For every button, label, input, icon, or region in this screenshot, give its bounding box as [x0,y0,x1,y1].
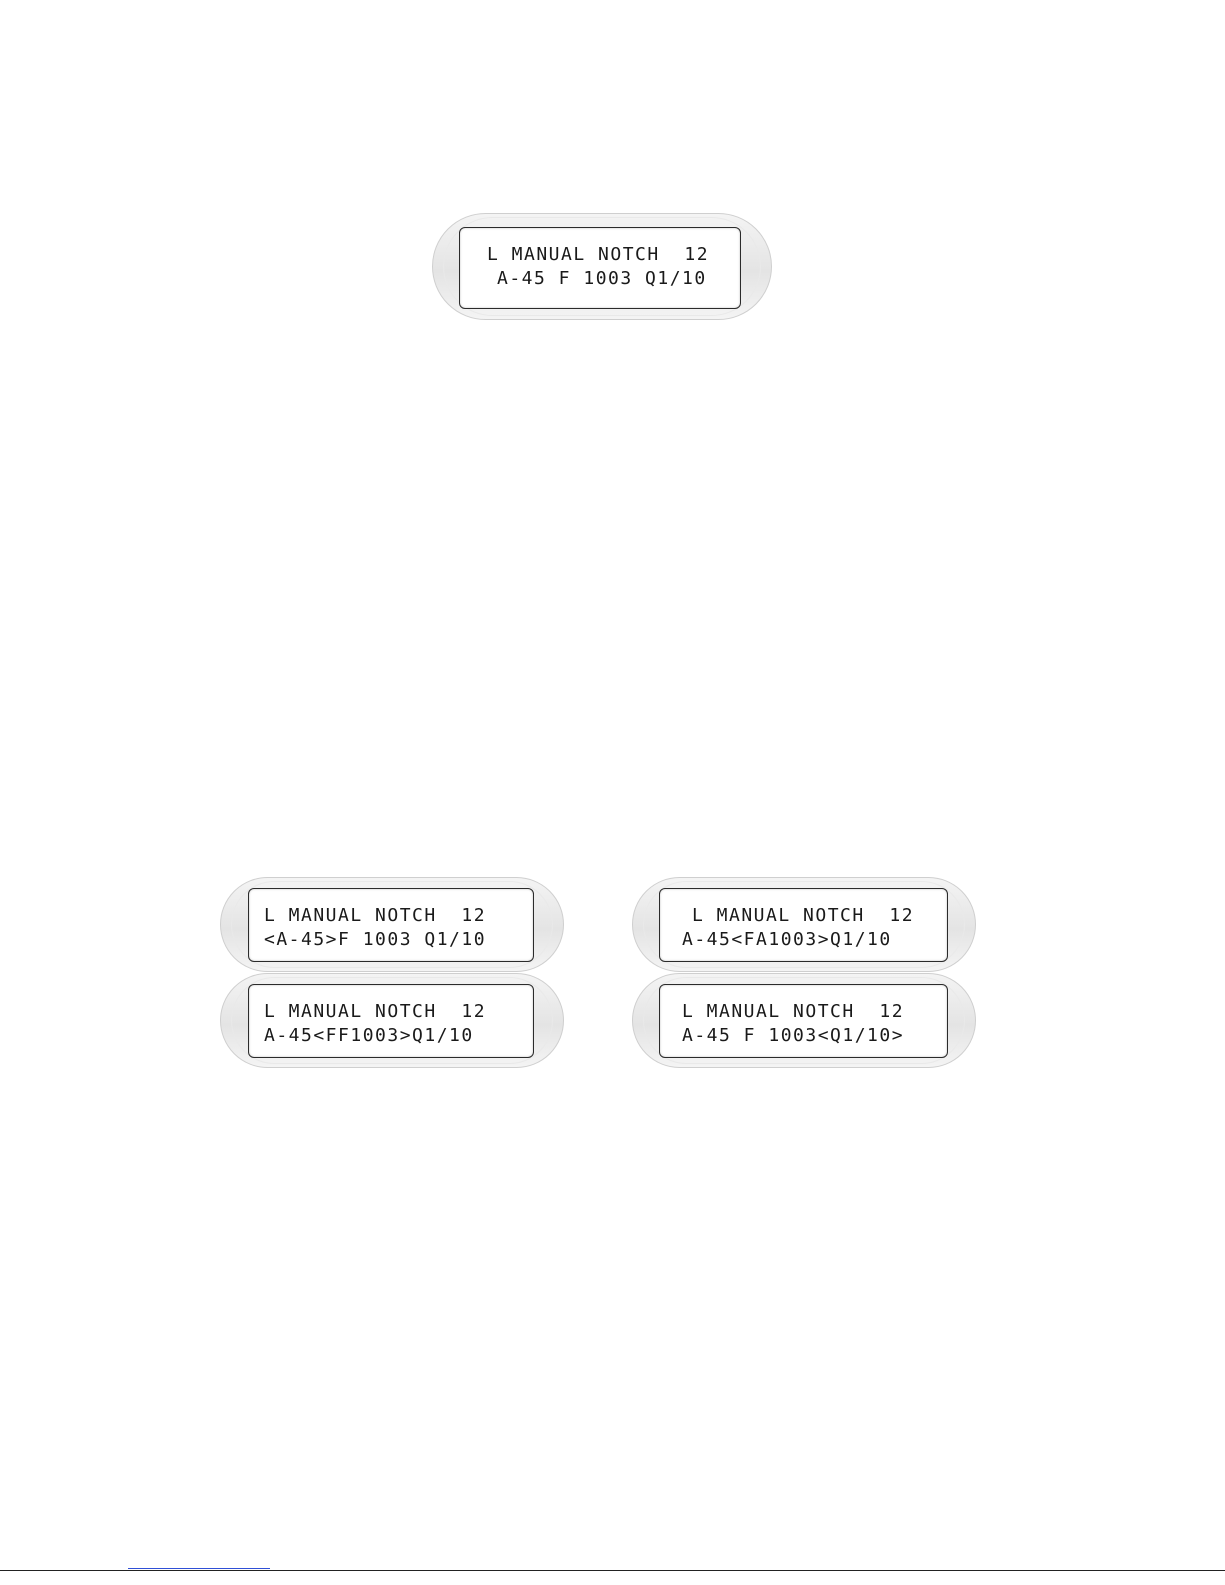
lcd-line-2: A-45 F 1003 Q1/10 [497,268,707,289]
lcd-line-2: A-45<FF1003>Q1/10 [264,1025,474,1046]
lcd-screen-top-left [248,888,534,962]
lcd-line-1: L MANUAL NOTCH 12 [682,1001,905,1022]
lcd-line-2: <A-45>F 1003 Q1/10 [264,929,487,950]
lcd-line-1: L MANUAL NOTCH 12 [264,1001,487,1022]
lcd-unit-top-right [632,877,976,972]
footer-divider [0,1570,1225,1571]
lcd-line-1: L MANUAL NOTCH 12 [692,905,915,926]
footer-link-underline[interactable] [128,1568,270,1569]
lcd-unit-top-left [220,877,564,972]
lcd-screen-bottom-right [659,984,948,1058]
lcd-screen-bottom-left [248,984,534,1058]
lcd-screen-main [459,227,741,309]
lcd-unit-bottom-right [632,973,976,1068]
lcd-line-2: A-45 F 1003<Q1/10> [682,1025,905,1046]
lcd-unit-main [432,213,772,320]
lcd-unit-bottom-left [220,973,564,1068]
lcd-line-1: L MANUAL NOTCH 12 [264,905,487,926]
lcd-line-2: A-45<FA1003>Q1/10 [682,929,892,950]
lcd-screen-top-right [659,888,948,962]
lcd-line-1: L MANUAL NOTCH 12 [487,244,710,265]
